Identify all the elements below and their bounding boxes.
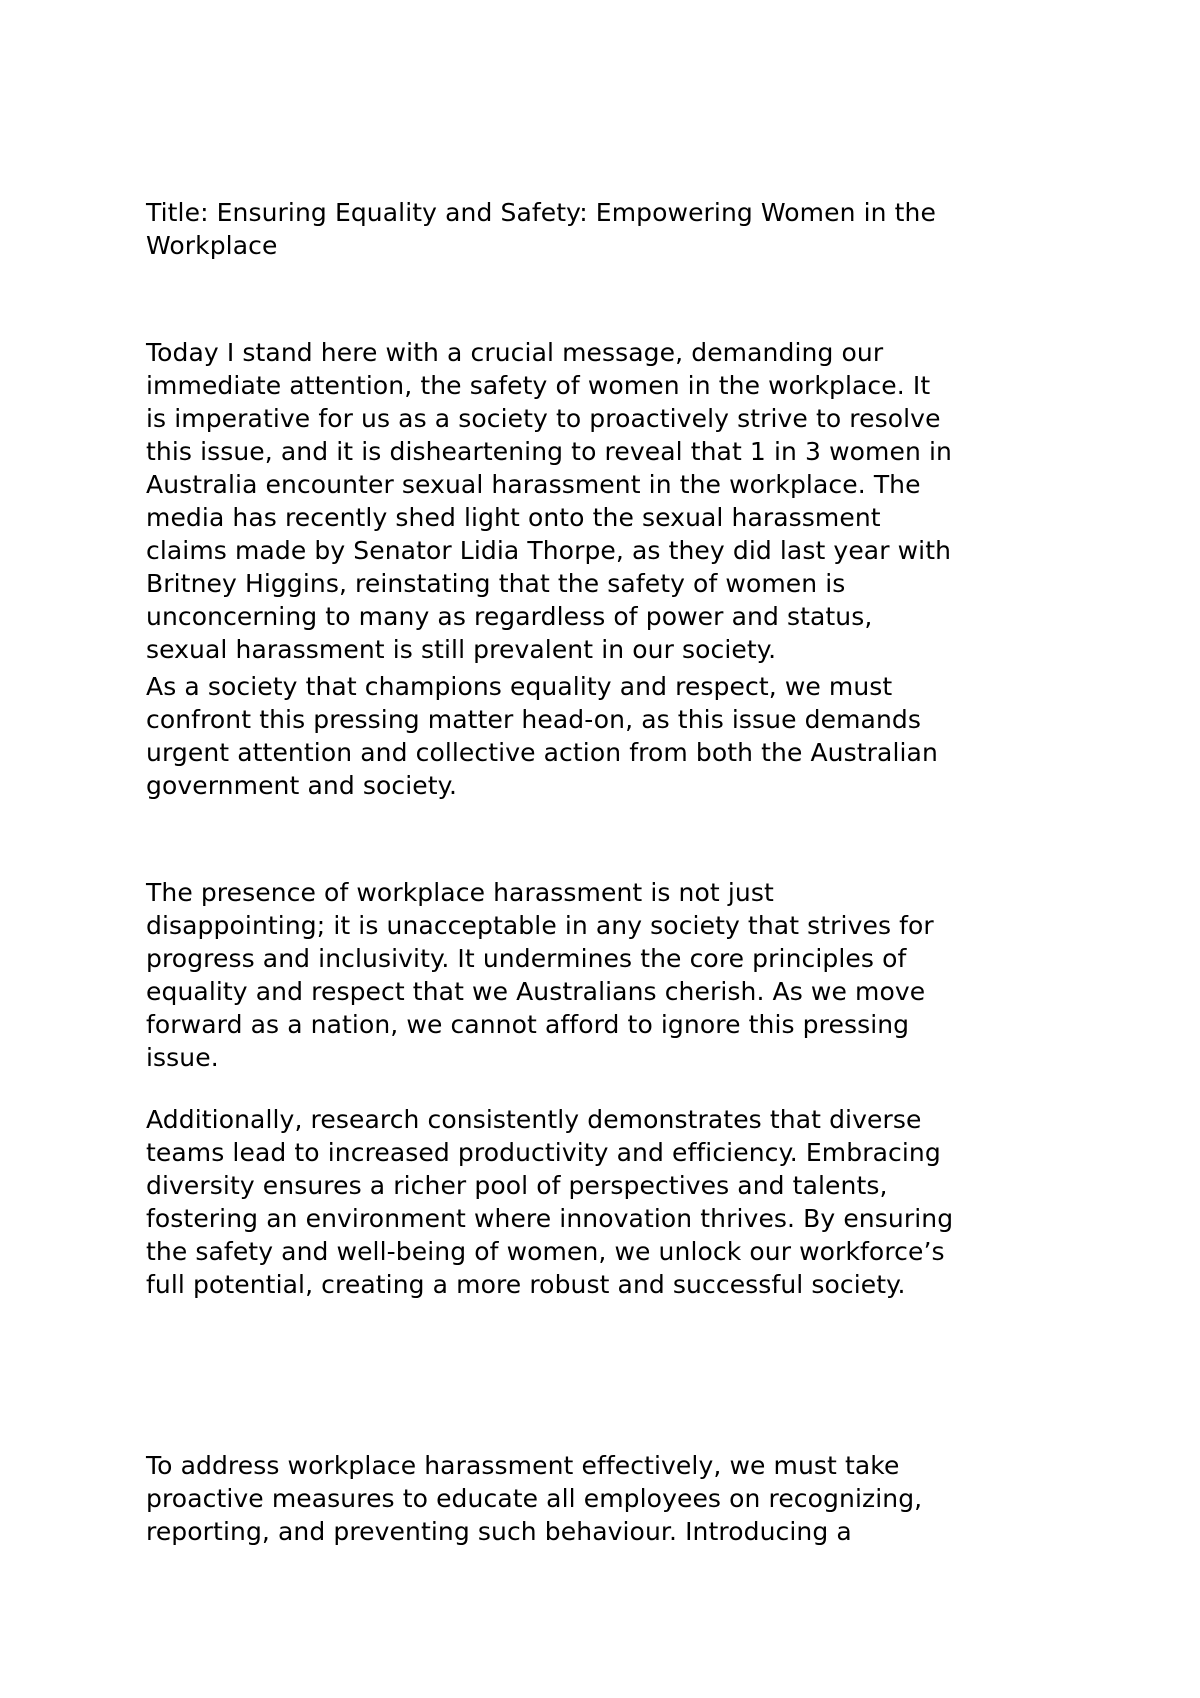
- paragraph-line: Additionally, research consistently demonstrates that diverse: [146, 1105, 922, 1134]
- paragraph-line: teams lead to increased productivity and efficiency. Embracing: [146, 1138, 941, 1167]
- paragraph-1: [146, 336, 1071, 666]
- paragraph-line: sexual harassment is still prevalent in our society.: [146, 635, 777, 664]
- paragraph-line: confront this pressing matter head-on, as this issue demands: [146, 705, 922, 734]
- paragraph-line: unconcerning to many as regardless of power and status,: [146, 602, 873, 631]
- paragraph-line: Australia encounter sexual harassment in the workplace. The: [146, 470, 921, 499]
- title-line: Workplace: [146, 231, 278, 260]
- paragraph-line: diversity ensures a richer pool of perspectives and talents,: [146, 1171, 888, 1200]
- paragraph-line: the safety and well-being of women, we unlock our workforce’s: [146, 1237, 945, 1266]
- title-line: Title: Ensuring Equality and Safety: Empowering Women in the: [146, 198, 936, 227]
- paragraph-5: [146, 1449, 1071, 1548]
- paragraph-line: fostering an environment where innovation thrives. By ensuring: [146, 1204, 954, 1233]
- paragraph-line: issue.: [146, 1043, 219, 1072]
- paragraph-line: Britney Higgins, reinstating that the safety of women is: [146, 569, 846, 598]
- paragraph-line: disappointing; it is unacceptable in any society that strives for: [146, 911, 934, 940]
- paragraph-line: is imperative for us as a society to proactively strive to resolve: [146, 404, 941, 433]
- paragraph-line: Today I stand here with a crucial message, demanding our: [146, 338, 884, 367]
- paragraph-line: progress and inclusivity. It undermines the core principles of: [146, 944, 907, 973]
- paragraph-line: forward as a nation, we cannot afford to ignore this pressing: [146, 1010, 910, 1039]
- paragraph-2: [146, 670, 1071, 802]
- paragraph-line: immediate attention, the safety of women in the workplace. It: [146, 371, 931, 400]
- paragraph-line: The presence of workplace harassment is not just: [146, 878, 774, 907]
- paragraph-line: equality and respect that we Australians cherish. As we move: [146, 977, 926, 1006]
- paragraph-line: media has recently shed light onto the sexual harassment: [146, 503, 881, 532]
- paragraph-line: claims made by Senator Lidia Thorpe, as they did last year with: [146, 536, 952, 565]
- document-title: [146, 196, 1071, 262]
- paragraph-line: proactive measures to educate all employees on recognizing,: [146, 1484, 923, 1513]
- paragraph-line: To address workplace harassment effectively, we must take: [146, 1451, 900, 1480]
- paragraph-4: [146, 1103, 1071, 1301]
- paragraph-line: this issue, and it is disheartening to reveal that 1 in 3 women in: [146, 437, 952, 466]
- paragraph-line: reporting, and preventing such behaviour. Introducing a: [146, 1517, 852, 1546]
- paragraph-line: government and society.: [146, 771, 458, 800]
- paragraph-line: full potential, creating a more robust and successful society.: [146, 1270, 906, 1299]
- paragraph-3: [146, 876, 1071, 1074]
- paragraph-line: As a society that champions equality and respect, we must: [146, 672, 893, 701]
- paragraph-line: urgent attention and collective action from both the Australian: [146, 738, 938, 767]
